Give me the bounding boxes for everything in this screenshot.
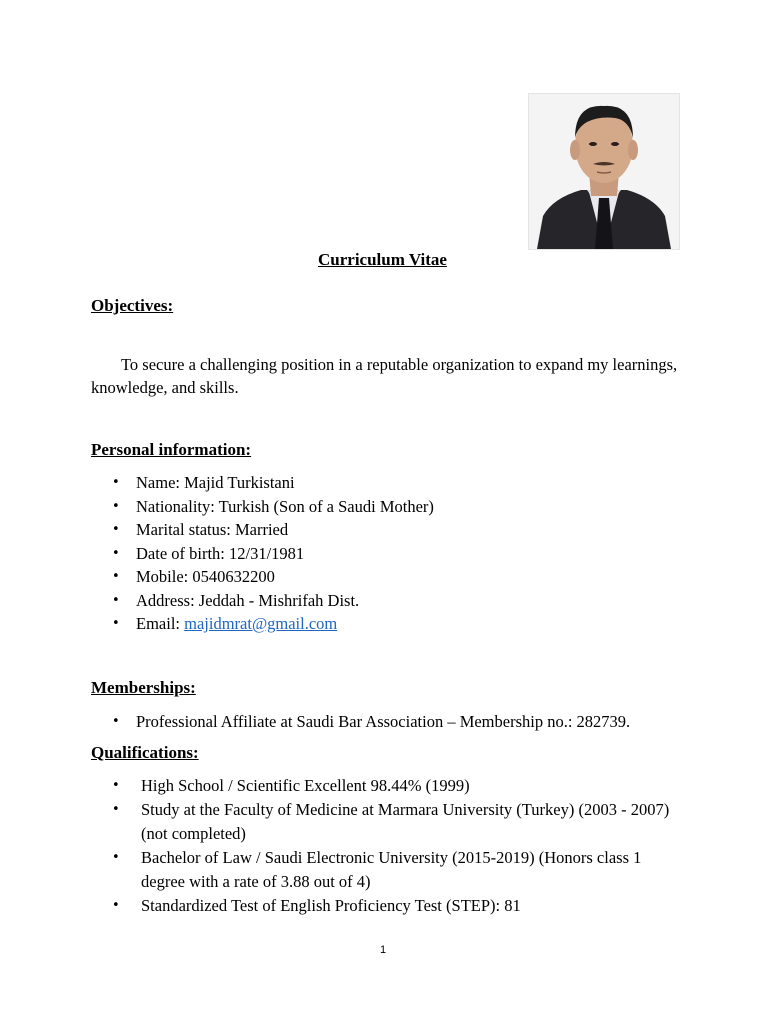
list-item: • Marital status: Married: [91, 518, 434, 542]
list-item: • Mobile: 0540632200: [91, 565, 434, 589]
objectives-text: To secure a challenging position in a reputable organization to expand my learnings, knowledge, and skills.: [91, 355, 678, 397]
qualifications-list: [91, 774, 681, 918]
list-item: • Bachelor of Law / Saudi Electronic University (2015-2019) (Honors class 1 degree with a rate of 3.88 out of 4): [91, 846, 681, 894]
email-label: Email:: [136, 614, 185, 633]
list-item: • Standardized Test of English Proficiency Test (STEP): 81: [91, 894, 681, 918]
objectives-heading: Objectives:: [91, 296, 174, 315]
list-item: • Date of birth: 12/31/1981: [91, 542, 434, 566]
personal-info-list: [91, 471, 434, 636]
list-item: • Nationality: Turkish (Son of a Saudi Mother): [91, 495, 434, 519]
profile-photo: [528, 93, 680, 250]
page-title: Curriculum Vitae: [318, 250, 447, 269]
list-item: [91, 612, 434, 636]
personal-info-heading: Personal information:: [91, 440, 252, 459]
list-item: • Study at the Faculty of Medicine at Marmara University (Turkey) (2003 - 2007) (not completed): [91, 798, 681, 846]
memberships-list: [91, 710, 630, 734]
memberships-heading: Memberships:: [91, 678, 196, 697]
objectives-paragraph: [91, 353, 691, 399]
qualifications-heading: Qualifications:: [91, 743, 199, 762]
list-item: • High School / Scientific Excellent 98.44% (1999): [91, 774, 681, 798]
list-item: • Professional Affiliate at Saudi Bar Association – Membership no.: 282739.: [91, 710, 630, 734]
email-link[interactable]: majidmrat@gmail.com: [184, 614, 338, 633]
portrait-photo-icon: [529, 94, 679, 249]
list-item: • Address: Jeddah - Mishrifah Dist.: [91, 589, 434, 613]
page-number: 1: [380, 944, 387, 956]
list-item: • Name: Majid Turkistani: [91, 471, 434, 495]
